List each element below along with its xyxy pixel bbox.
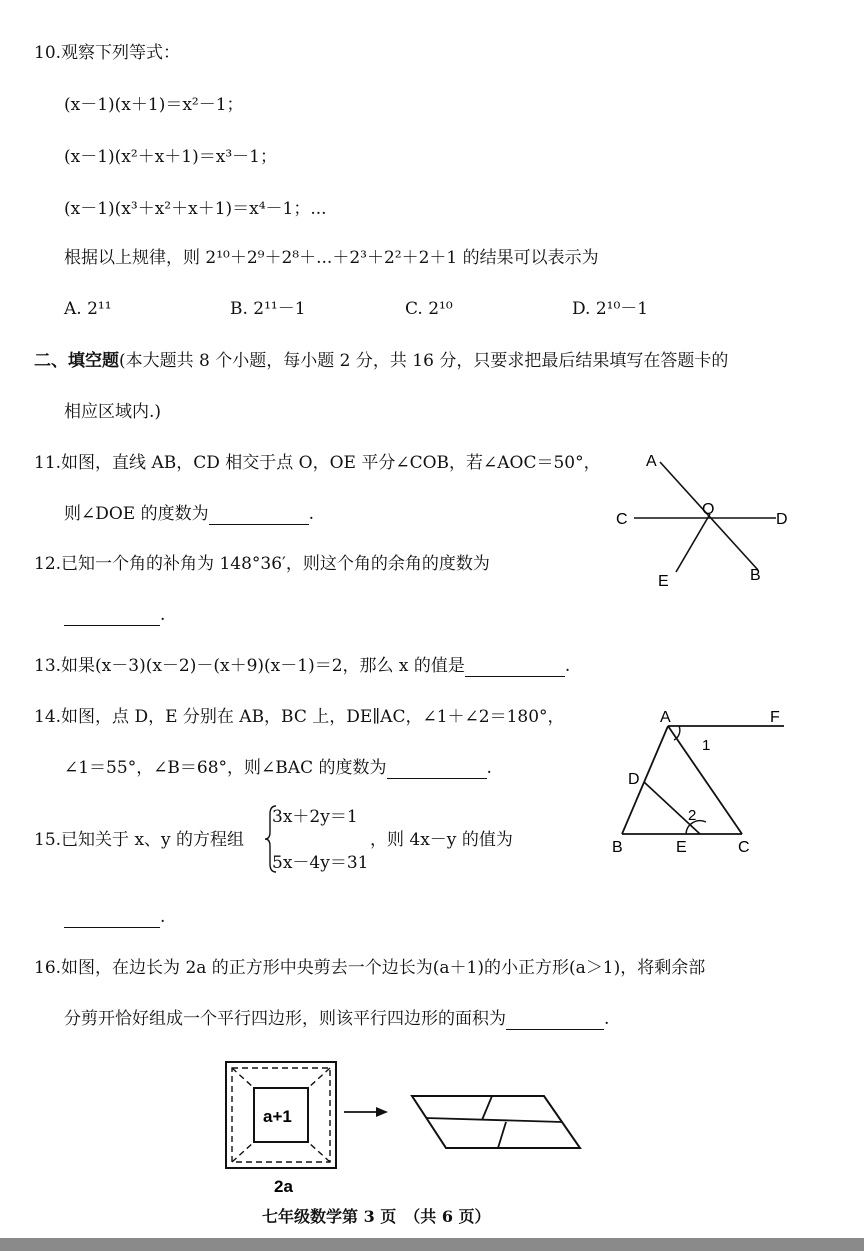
q14-triangle-figure: [606, 700, 796, 860]
q11-line-1: 11.如图，直线 AB，CD 相交于点 O，OE 平分∠COB，若∠AOC＝50°，: [34, 453, 601, 473]
q16-square-to-parallelogram-figure: [216, 1056, 596, 1204]
section-2-description: (本大题共 8 个小题，每小题 2 分，共 16 分，只要求把最后结果填写在答题卡的: [119, 351, 729, 371]
q10-option-a: A. 2¹¹: [64, 299, 112, 319]
q11-label-c: C: [616, 511, 628, 528]
q15-equation-1: 3x＋2y＝1: [272, 807, 358, 827]
q16-answer-blank[interactable]: [506, 1011, 604, 1030]
q14-line-2: ∠1＝55°，∠B＝68°，则∠BAC 的度数为 .: [64, 758, 492, 778]
q14-line-1: 14.如图，点 D，E 分别在 AB，BC 上，DE∥AC，∠1＋∠2＝180°，: [34, 707, 565, 727]
q13-question-text: 13.如果(x－3)(x－2)－(x＋9)(x－1)＝2，那么 x 的值是: [34, 656, 465, 676]
q11-line-2: 则∠DOE 的度数为 .: [64, 504, 315, 524]
q14-label-a: A: [660, 709, 671, 726]
q14-label-c: C: [738, 839, 750, 856]
q14-label-f: F: [770, 709, 780, 726]
q14-label-d: D: [628, 771, 640, 788]
q12-answer-blank[interactable]: [64, 607, 160, 626]
q14-angle-1-label: 1: [702, 737, 711, 754]
q13-line: 13.如果(x－3)(x－2)－(x＋9)(x－1)＝2，那么 x 的值是 .: [34, 656, 571, 676]
q10-equation-3: (x－1)(x³＋x²＋x＋1)＝x⁴－1；...: [64, 199, 327, 219]
q15-answer-blank[interactable]: [64, 909, 160, 928]
q10-stem: 10.观察下列等式：: [34, 43, 181, 63]
q14-question-text: ∠1＝55°，∠B＝68°，则∠BAC 的度数为: [64, 758, 387, 778]
scan-bottom-bar: [0, 1238, 864, 1251]
q12-line-1: 12.已知一个角的补角为 148°36′，则这个角的余角的度数为: [34, 554, 490, 574]
q10-option-d: D. 2¹⁰－1: [572, 299, 649, 319]
q11-label-e: E: [658, 573, 669, 590]
q11-answer-blank[interactable]: [209, 506, 309, 525]
q12-line-2: .: [64, 604, 165, 626]
q10-option-b: B. 2¹¹－1: [230, 299, 306, 319]
q10-rule: 根据以上规律，则 2¹⁰＋2⁹＋2⁸＋...＋2³＋2²＋2＋1 的结果可以表示为: [64, 248, 599, 268]
section-2-description-cont: 相应区域内.): [64, 402, 162, 422]
q11-intersecting-lines-figure: [610, 448, 800, 590]
q15-prefix: 15.已知关于 x、y 的方程组: [34, 830, 245, 850]
q10-option-c: C. 2¹⁰: [405, 299, 453, 319]
q11-question-text: 则∠DOE 的度数为: [64, 504, 209, 524]
q14-label-b: B: [612, 839, 623, 856]
section-2-heading: [34, 350, 728, 372]
q15-suffix: ，则 4x－y 的值为: [370, 830, 513, 850]
q16-question-text: 分剪开恰好组成一个平行四边形，则该平行四边形的面积为: [64, 1009, 506, 1029]
q16-outer-side-label: 2a: [274, 1177, 293, 1196]
q10-equation-1: (x－1)(x＋1)＝x²－1；: [64, 95, 244, 115]
q16-line-2: 分剪开恰好组成一个平行四边形，则该平行四边形的面积为 .: [64, 1009, 610, 1029]
q11-label-d: D: [776, 511, 788, 528]
q14-angle-2-label: 2: [688, 807, 697, 824]
q15-answer-line: .: [64, 906, 165, 928]
q10-equation-2: (x－1)(x²＋x＋1)＝x³－1；: [64, 147, 277, 167]
q16-line-1: 16.如图，在边长为 2a 的正方形中央剪去一个边长为(a＋1)的小正方形(a＞1)，将剩余部: [34, 958, 706, 978]
q16-inner-square-label: a+1: [263, 1107, 292, 1126]
q11-label-o: O: [702, 501, 715, 518]
q14-answer-blank[interactable]: [387, 760, 487, 779]
q11-label-a: A: [646, 453, 657, 470]
q15-equation-2: 5x－4y＝31: [272, 853, 369, 873]
q14-label-e: E: [676, 839, 687, 856]
section-2-title: 二、填空题: [34, 351, 119, 371]
page-footer: 七年级数学第 3 页 （共 6 页）: [262, 1207, 491, 1226]
q11-label-b: B: [750, 567, 761, 584]
q13-answer-blank[interactable]: [465, 658, 565, 677]
